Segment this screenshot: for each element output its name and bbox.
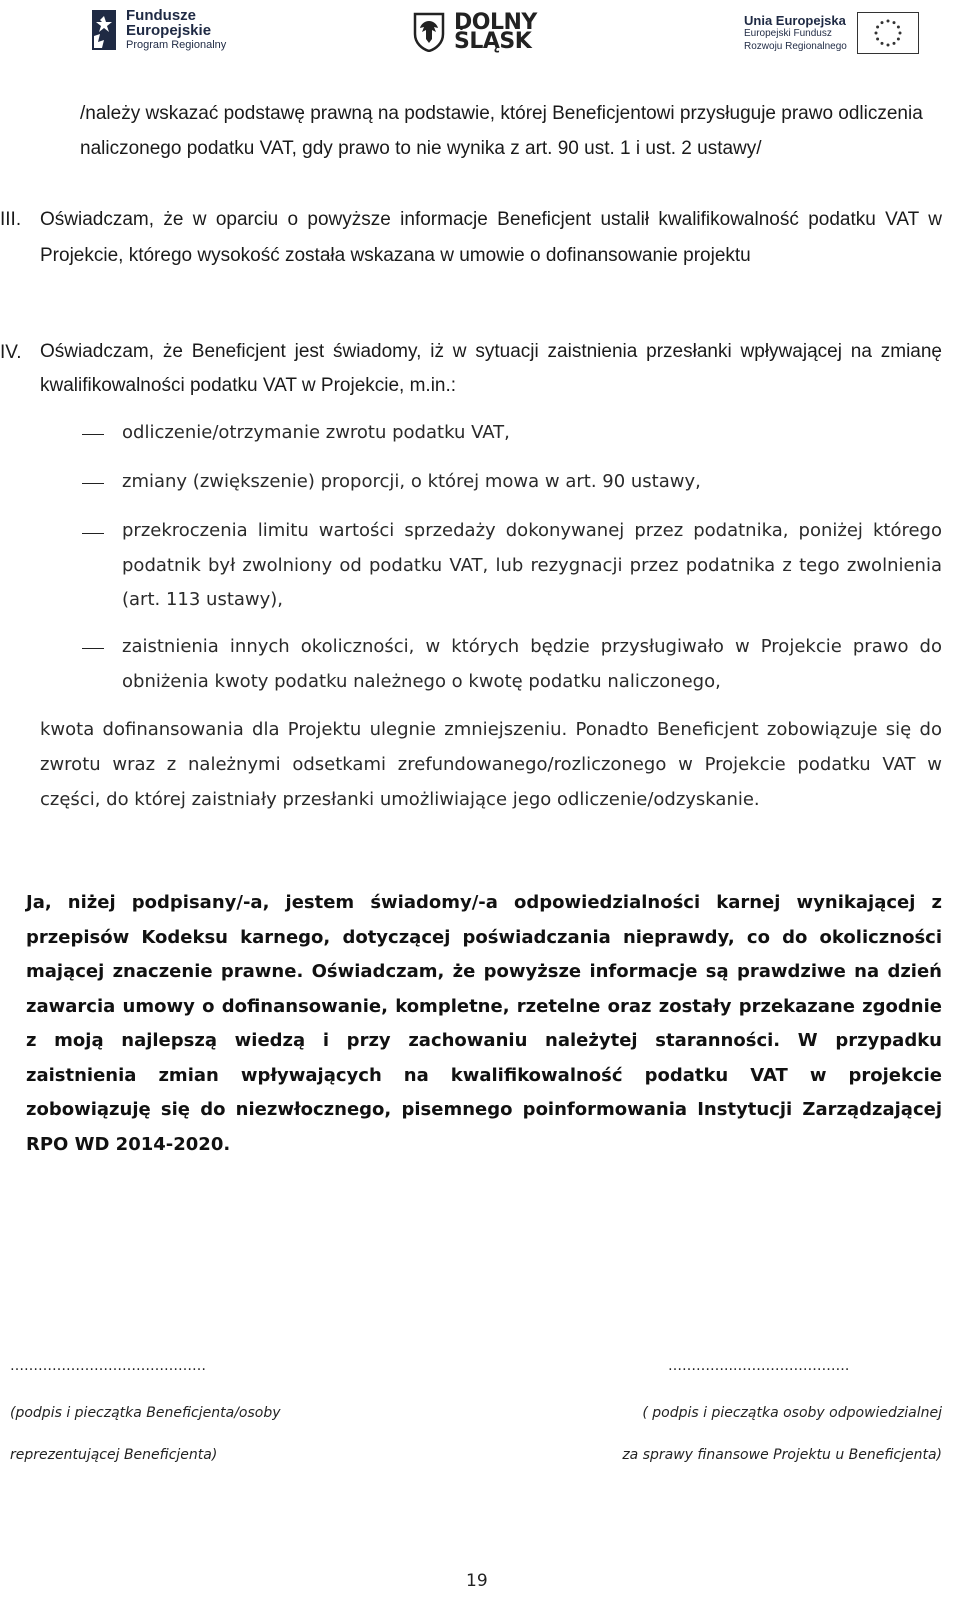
signature-caption-left-1: (podpis i pieczątka Beneficjenta/osoby bbox=[10, 1405, 281, 1421]
page-header bbox=[0, 0, 960, 62]
fe-logo-line3: Program Regionalny bbox=[126, 38, 227, 51]
list-dash-4 bbox=[82, 648, 104, 649]
fe-logo-line1: Fundusze bbox=[126, 6, 196, 24]
dolny-slask-logo bbox=[412, 12, 537, 52]
ds-logo-line1: DOLNY bbox=[454, 10, 537, 35]
list-item-4: zaistnienia innych okoliczności, w których będzie przysługiwało w Projekcie prawo do obniżenia kwoty podatku należnego o kwotę podatku naliczonego, bbox=[122, 636, 942, 692]
eu-flag-icon bbox=[857, 12, 919, 54]
fundusze-europejskie-emblem-icon bbox=[86, 6, 120, 54]
list-dash-3 bbox=[82, 533, 104, 534]
ue-logo-sub1: Europejski Fundusz bbox=[744, 27, 832, 39]
list-dash-2 bbox=[82, 483, 104, 484]
section-3-number: III. bbox=[0, 209, 22, 230]
ue-logo-title: Unia Europejska bbox=[744, 12, 846, 28]
ue-logo-sub2: Rozwoju Regionalnego bbox=[744, 40, 847, 52]
list-dash-1 bbox=[82, 434, 104, 435]
list-item-2: zmiany (zwiększenie) proporcji, o której mowa w art. 90 ustawy, bbox=[122, 471, 701, 492]
fundusze-europejskie-logo bbox=[86, 6, 226, 54]
section-4-text: Oświadczam, że Beneficjent jest świadomy, iż w sytuacji zaistnienia przesłanki wpływającej na zmianę kwalifikowalności podatku VAT w Projekcie, m.in.: bbox=[40, 341, 942, 396]
signature-line-left: …………………………………… bbox=[10, 1358, 206, 1374]
list-item-1: odliczenie/otrzymanie zwrotu podatku VAT, bbox=[122, 422, 510, 443]
section-4-number: IV. bbox=[0, 342, 22, 363]
section-4-closing: kwota dofinansowania dla Projektu ulegnie zmniejszeniu. Ponadto Beneficjent zobowiązuje się do zwrotu wraz z należnymi odsetkami zrefundowanego/rozliczonego w Projekcie podatku VAT w części, do której zaistniały przesłanki umożliwiające jego odliczenie/odzyskanie. bbox=[40, 719, 942, 810]
fe-logo-line2: Europejskie bbox=[126, 21, 212, 39]
eagle-crest-icon bbox=[412, 12, 446, 52]
ds-logo-line2: ŚLĄSK bbox=[454, 29, 532, 54]
signature-caption-left-2: reprezentującej Beneficjenta) bbox=[10, 1447, 218, 1463]
liability-declaration: Ja, niżej podpisany/-a, jestem świadomy/-a odpowiedzialności karnej wynikającej z przepisów Kodeksu karnego, dotyczącej poświadczania nieprawdy, co do okoliczności mającej znaczenie prawne. Oświadczam, że powyższe informacje są prawdziwe na dzień zawarcia umowy o dofinansowanie, kompletne, rzetelne oraz zostały przekazane zgodnie z moją najlepszą wiedzą i przy zachowaniu należytej staranności. W przypadku zaistnienia zmian wpływających na kwalifikowalność podatku VAT w projekcie zobowiązuję się do niezwłocznego, pisemnego poinformowania Instytucji Zarządzającej RPO WD 2014-2020. bbox=[26, 892, 942, 1155]
legal-basis-note: /należy wskazać podstawę prawną na podstawie, której Beneficjentowi przysługuje prawo odliczenia naliczonego podatku VAT, gdy prawo to nie wynika z art. 90 ust. 1 i ust. 2 ustawy/ bbox=[80, 103, 923, 159]
page-number: 19 bbox=[466, 1571, 488, 1591]
signature-caption-right-2: za sprawy finansowe Projektu u Beneficjenta) bbox=[622, 1447, 942, 1463]
unia-europejska-logo bbox=[744, 12, 919, 54]
list-item-3: przekroczenia limitu wartości sprzedaży dokonywanej przez podatnika, poniżej którego podatnik był zwolniony od podatku VAT, lub rezygnacji przez podatnika z tego zwolnienia (art. 113 ustawy), bbox=[122, 520, 942, 610]
section-3-text: Oświadczam, że w oparciu o powyższe informacje Beneficjent ustalił kwalifikowalność podatku VAT w Projekcie, którego wysokość została wskazana w umowie o dofinansowanie projektu bbox=[40, 209, 942, 266]
signature-line-right: …………..……………………. bbox=[668, 1358, 850, 1374]
signature-caption-right-1: ( podpis i pieczątka osoby odpowiedzialnej bbox=[642, 1405, 942, 1421]
